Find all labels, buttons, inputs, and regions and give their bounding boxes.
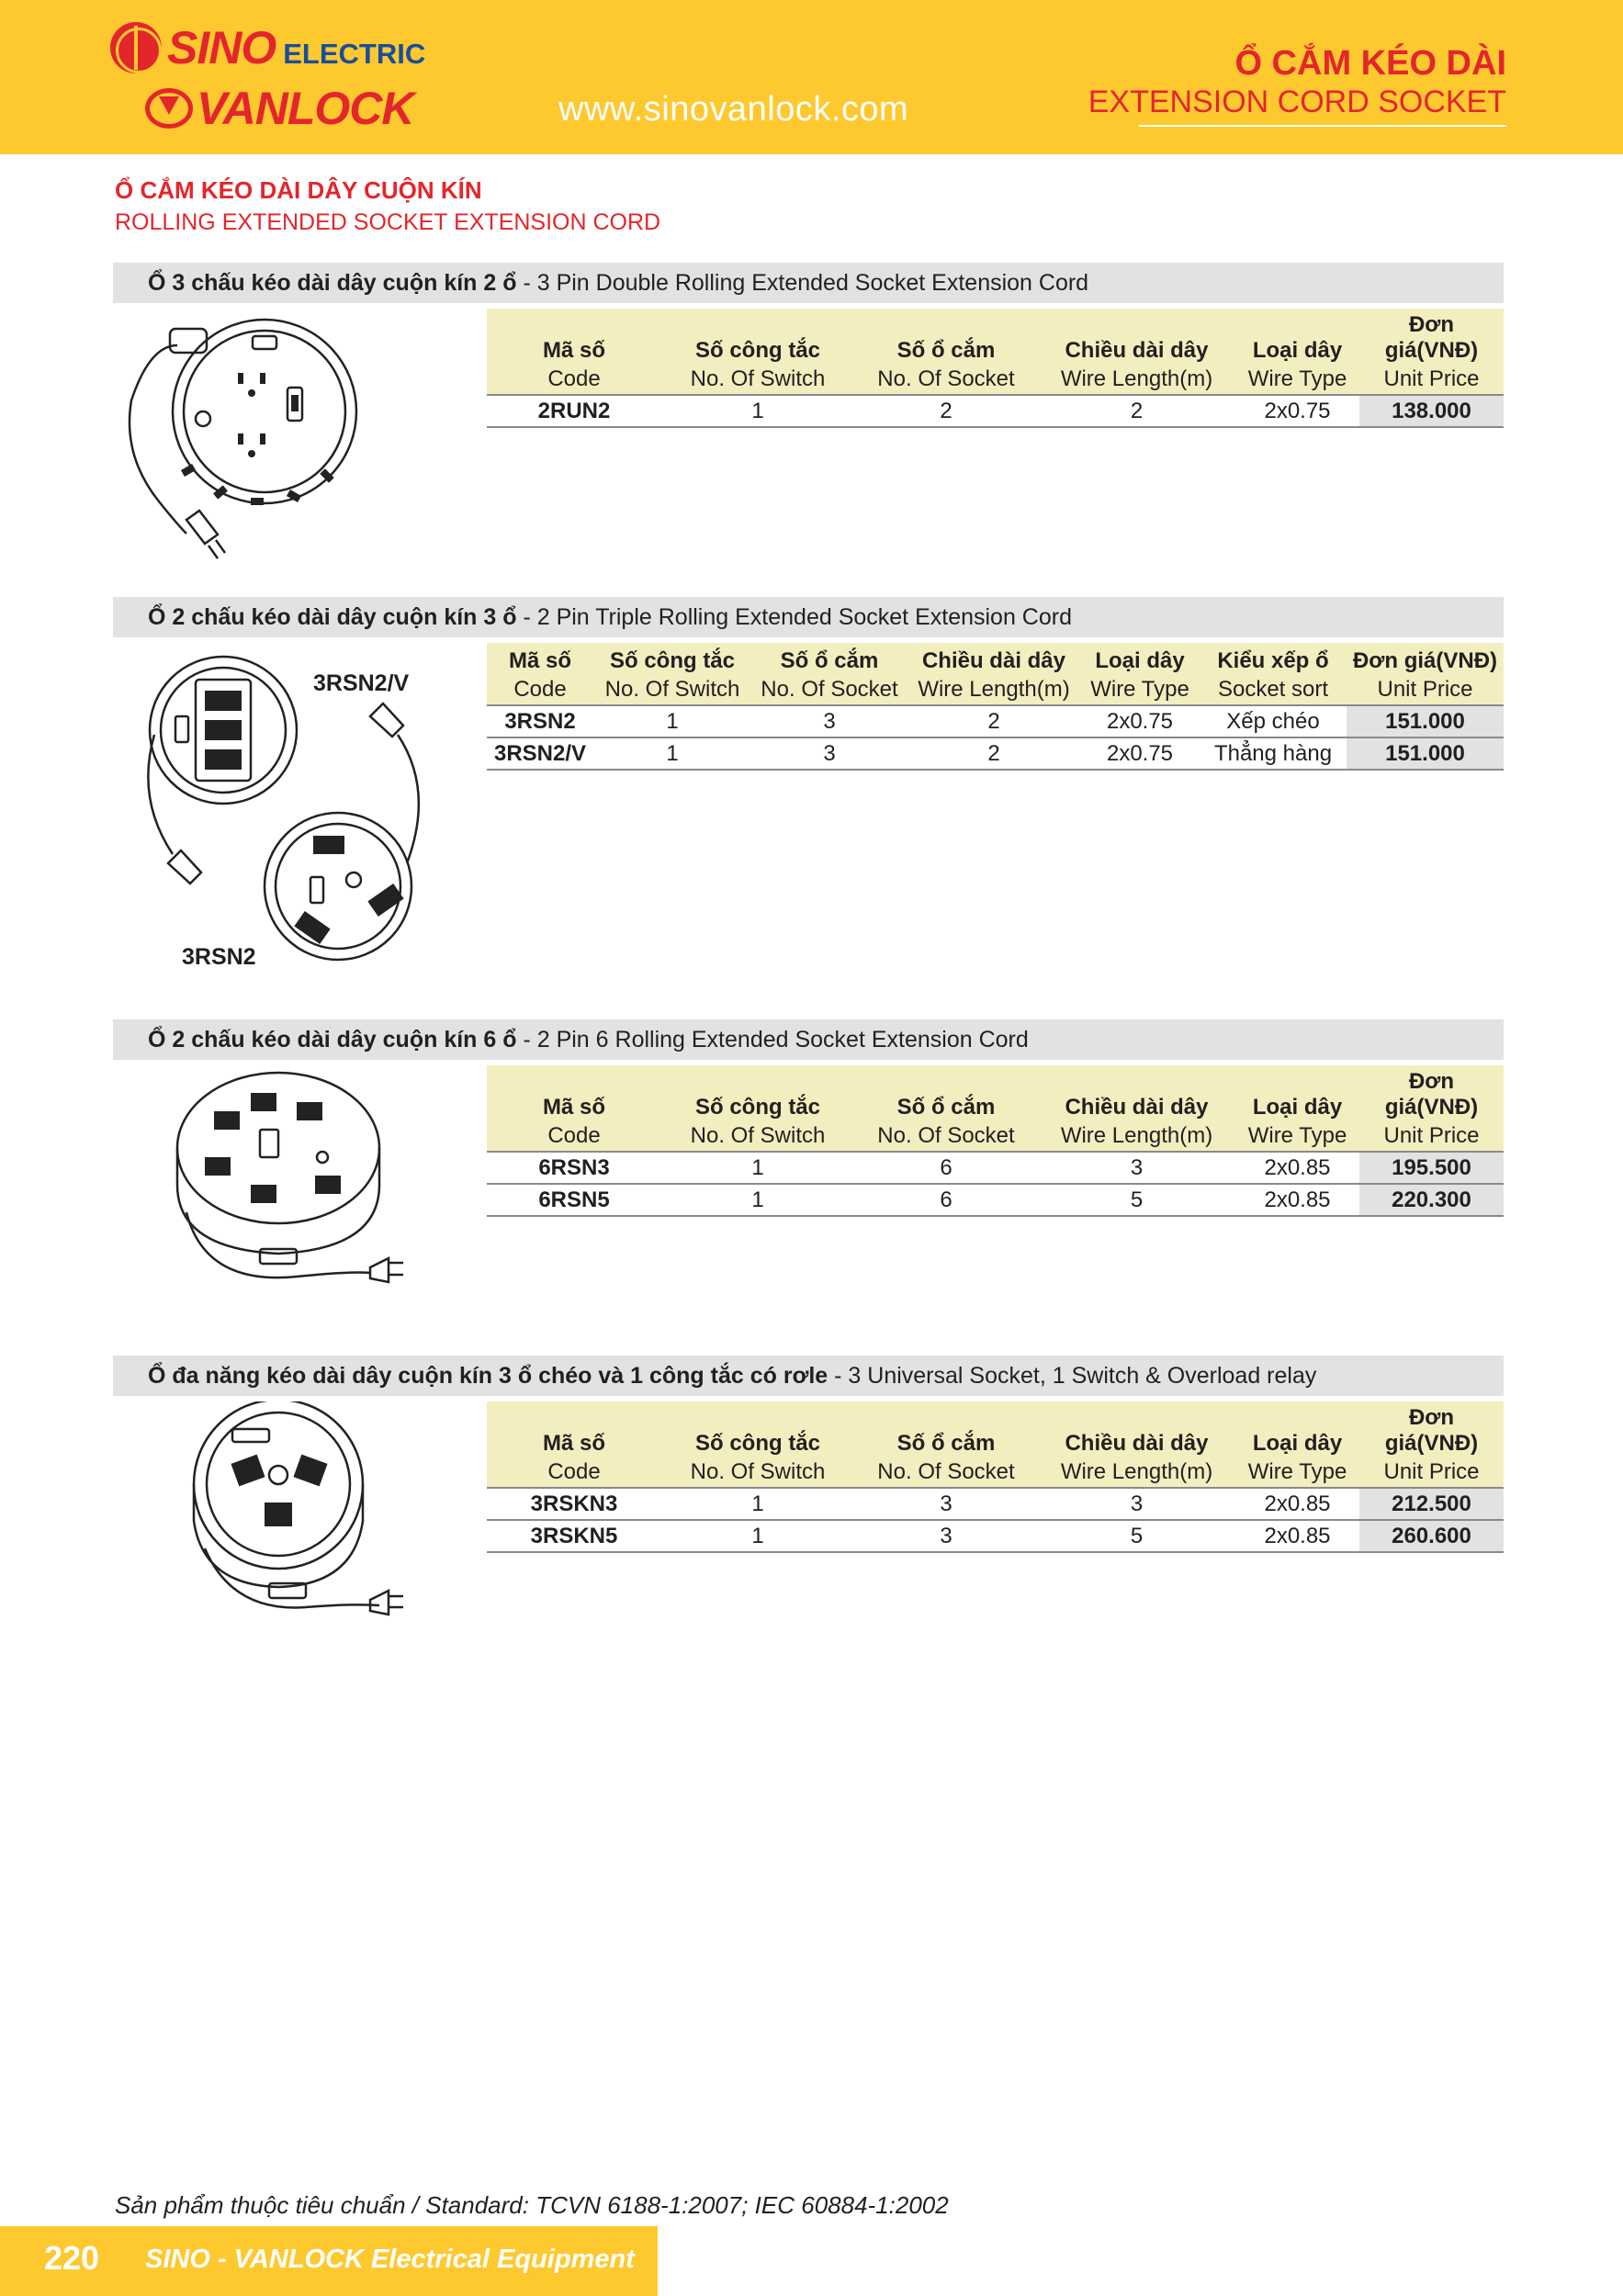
product-title-vn: Ổ đa năng kéo dài dây cuộn kín 3 ổ chéo và 1 công tắc có rơle [148, 1363, 828, 1389]
col-length-vn: Chiều dài dây [1038, 1065, 1235, 1120]
col-wire-vn: Loại dây [1080, 643, 1200, 674]
col-length-en: Wire Length(m) [1038, 364, 1235, 395]
cell-code: 6RSN5 [487, 1184, 661, 1216]
brand-electric: ELECTRIC [283, 38, 426, 70]
col-switch-vn: Số công tắc [661, 1401, 854, 1457]
product-title-en: - 2 Pin Triple Rolling Extended Socket Extension Cord [516, 604, 1072, 630]
cell-socket: 6 [854, 1184, 1038, 1216]
col-switch-en: No. Of Switch [661, 364, 854, 395]
col-wire-en: Wire Type [1235, 1120, 1359, 1152]
product-title-vn: Ổ 3 chấu kéo dài dây cuộn kín 2 ổ [148, 270, 517, 296]
cell-length: 5 [1038, 1184, 1235, 1216]
cell-length: 3 [1038, 1152, 1235, 1184]
vanlock-emblem-icon [145, 88, 193, 129]
product-block-3rskn [113, 1356, 1504, 1548]
cell-price: 212.500 [1359, 1488, 1504, 1520]
category-title-en: EXTENSION CORD SOCKET [1088, 84, 1506, 119]
col-socket-vn: Số ổ cắm [751, 643, 907, 674]
vanlock-logo [145, 81, 414, 136]
col-wire-en: Wire Type [1080, 674, 1200, 705]
cell-switch: 1 [661, 1152, 854, 1184]
cell-length: 5 [1038, 1520, 1235, 1552]
col-switch-vn: Số công tắc [661, 309, 854, 364]
col-price-en: Unit Price [1347, 674, 1504, 705]
col-price-vn: Đơn giá(VNĐ) [1347, 643, 1504, 674]
spec-table [487, 1065, 1504, 1217]
section-title-en: ROLLING EXTENDED SOCKET EXTENSION CORD [115, 209, 661, 235]
cell-code: 6RSN3 [487, 1152, 661, 1184]
col-wire-vn: Loại dây [1235, 309, 1359, 364]
col-wire-en: Wire Type [1235, 364, 1359, 395]
col-socket-en: No. Of Socket [854, 1457, 1038, 1488]
rolling-universal-socket-image [113, 1401, 407, 1640]
col-length-vn: Chiều dài dây [1038, 1401, 1235, 1457]
product-title-vn: Ổ 2 chấu kéo dài dây cuộn kín 3 ổ [148, 604, 517, 630]
brand-vanlock: VANLOCK [197, 83, 414, 134]
col-socket-en: No. Of Socket [854, 1120, 1038, 1152]
col-code-vn: Mã số [487, 1065, 661, 1120]
cell-socket: 3 [751, 705, 907, 737]
spec-table [487, 1401, 1504, 1553]
cell-code: 3RSKN3 [487, 1488, 661, 1520]
cell-socket: 3 [854, 1520, 1038, 1552]
category-title-vn: Ổ CẮM KÉO DÀI [1234, 44, 1506, 83]
cell-code: 3RSN2/V [487, 737, 593, 770]
product-title-vn: Ổ 2 chấu kéo dài dây cuộn kín 6 ổ [148, 1027, 517, 1052]
product-title [113, 1019, 1504, 1060]
col-wire-vn: Loại dây [1235, 1065, 1359, 1120]
cell-switch: 1 [661, 1520, 854, 1552]
globe-icon [110, 22, 162, 73]
cell-socket: 3 [751, 737, 907, 770]
product-block-6rsn [113, 1019, 1504, 1212]
col-socket-vn: Số ổ cắm [854, 309, 1038, 364]
col-length-en: Wire Length(m) [907, 674, 1080, 705]
cell-socket: 6 [854, 1152, 1038, 1184]
col-sort-vn: Kiểu xếp ổ [1200, 643, 1347, 674]
col-price-en: Unit Price [1359, 364, 1504, 395]
cell-wire: 2x0.75 [1235, 395, 1359, 427]
cell-socket: 3 [854, 1488, 1038, 1520]
footer-brand-line: SINO - VANLOCK Electrical Equipment [145, 2245, 635, 2274]
cell-code: 3RSN2 [487, 705, 593, 737]
col-switch-en: No. Of Switch [593, 674, 751, 705]
spec-table [487, 309, 1504, 428]
col-switch-en: No. Of Switch [661, 1120, 854, 1152]
table-row [487, 705, 1504, 737]
page-number: 220 [44, 2239, 100, 2277]
col-sort-en: Socket sort [1200, 674, 1347, 705]
col-length-vn: Chiều dài dây [907, 643, 1080, 674]
section-title-vn: Ổ CẮM KÉO DÀI DÂY CUỘN KÍN [115, 176, 482, 204]
product-title-en: - 3 Universal Socket, 1 Switch & Overload relay [828, 1363, 1317, 1389]
cell-sort: Xếp chéo [1200, 705, 1347, 737]
page-header [0, 0, 1623, 154]
cell-wire: 2x0.85 [1235, 1152, 1359, 1184]
header-divider [1139, 125, 1506, 127]
col-price-en: Unit Price [1359, 1120, 1504, 1152]
cell-length: 2 [1038, 395, 1235, 427]
cell-socket: 2 [854, 395, 1038, 427]
table-row [487, 737, 1504, 770]
cell-price: 138.000 [1359, 395, 1504, 427]
footer-bar [0, 2226, 658, 2296]
col-code-vn: Mã số [487, 1401, 661, 1457]
cell-switch: 1 [593, 737, 751, 770]
col-socket-en: No. Of Socket [854, 364, 1038, 395]
col-socket-vn: Số ổ cắm [854, 1401, 1038, 1457]
table-row [487, 1184, 1504, 1216]
col-code-en: Code [487, 1457, 661, 1488]
sino-electric-logo [110, 20, 425, 75]
cell-wire: 2x0.75 [1080, 737, 1200, 770]
product-title-en: - 2 Pin 6 Rolling Extended Socket Extension Cord [516, 1027, 1029, 1052]
table-row [487, 1520, 1504, 1552]
image-label-3rsn2v: 3RSN2/V [313, 670, 410, 696]
cell-length: 3 [1038, 1488, 1235, 1520]
cell-code: 2RUN2 [487, 395, 661, 427]
col-price-vn: Đơn giá(VNĐ) [1359, 1401, 1504, 1457]
cell-switch: 1 [661, 395, 854, 427]
cell-length: 2 [907, 737, 1080, 770]
cell-wire: 2x0.85 [1235, 1184, 1359, 1216]
cell-wire: 2x0.75 [1080, 705, 1200, 737]
cell-wire: 2x0.85 [1235, 1488, 1359, 1520]
col-price-vn: Đơn giá(VNĐ) [1359, 309, 1504, 364]
col-code-en: Code [487, 364, 661, 395]
col-price-en: Unit Price [1359, 1457, 1504, 1488]
col-wire-vn: Loại dây [1235, 1401, 1359, 1457]
product-title [113, 1356, 1504, 1396]
cell-sort: Thẳng hàng [1200, 737, 1347, 770]
col-switch-vn: Số công tắc [661, 1065, 854, 1120]
table-row [487, 1152, 1504, 1184]
brand-sino: SINO [167, 22, 276, 73]
col-code-vn: Mã số [487, 643, 593, 674]
product-title [113, 263, 1504, 303]
product-title-en: - 3 Pin Double Rolling Extended Socket Extension Cord [516, 270, 1089, 296]
cell-wire: 2x0.85 [1235, 1520, 1359, 1552]
cell-code: 3RSKN5 [487, 1520, 661, 1552]
cell-switch: 1 [661, 1488, 854, 1520]
cell-switch: 1 [593, 705, 751, 737]
col-length-en: Wire Length(m) [1038, 1457, 1235, 1488]
product-block-2run [113, 263, 1504, 423]
col-code-en: Code [487, 674, 593, 705]
col-price-vn: Đơn giá(VNĐ) [1359, 1065, 1504, 1120]
col-length-en: Wire Length(m) [1038, 1120, 1235, 1152]
col-socket-en: No. Of Socket [751, 674, 907, 705]
col-switch-vn: Số công tắc [593, 643, 751, 674]
rolling-socket-6-outlet-image [113, 1065, 407, 1304]
col-length-vn: Chiều dài dây [1038, 309, 1235, 364]
rolling-socket-2-outlet-image [113, 309, 389, 566]
col-socket-vn: Số ổ cắm [854, 1065, 1038, 1120]
cell-price: 260.600 [1359, 1520, 1504, 1552]
cell-price: 195.500 [1359, 1152, 1504, 1184]
website-url: www.sinovanlock.com [558, 90, 909, 129]
rolling-socket-3-outlet-image [113, 643, 462, 983]
cell-price: 151.000 [1347, 705, 1504, 737]
product-block-3rsn2 [113, 597, 1504, 970]
col-code-vn: Mã số [487, 309, 661, 364]
col-code-en: Code [487, 1120, 661, 1152]
spec-table [487, 643, 1504, 771]
cell-switch: 1 [661, 1184, 854, 1216]
cell-price: 220.300 [1359, 1184, 1504, 1216]
col-switch-en: No. Of Switch [661, 1457, 854, 1488]
product-title [113, 597, 1504, 637]
cell-length: 2 [907, 705, 1080, 737]
table-row [487, 395, 1504, 427]
cell-price: 151.000 [1347, 737, 1504, 770]
col-wire-en: Wire Type [1235, 1457, 1359, 1488]
standard-note: Sản phẩm thuộc tiêu chuẩn / Standard: TCVN 6188-1:2007; IEC 60884-1:2002 [115, 2191, 949, 2219]
image-label-3rsn2: 3RSN2 [182, 944, 256, 970]
table-row [487, 1488, 1504, 1520]
